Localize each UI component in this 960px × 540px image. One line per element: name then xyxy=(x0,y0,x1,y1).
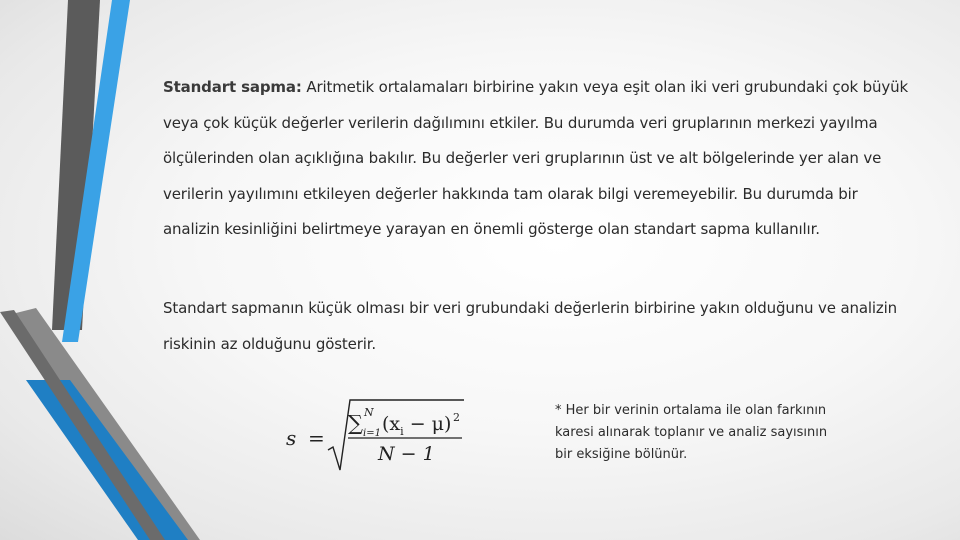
note-line-3: bir eksiğine bölünür. xyxy=(555,446,688,462)
numerator-open: (x xyxy=(382,413,401,435)
formula-lhs: s xyxy=(286,426,297,450)
conclusion-paragraph: Standart sapmanın küçük olması bir veri grubundaki değerlerin birbirine yakın olduğunu ve analizin riskinin az olduğunu gösterir. xyxy=(163,299,898,353)
numerator-rest: − μ) xyxy=(403,413,452,435)
sum-upper-limit: N xyxy=(364,406,374,419)
definition-paragraph xyxy=(163,70,908,248)
dark-gray-edge xyxy=(0,310,165,540)
formula-note xyxy=(555,400,875,465)
definition-text: Aritmetik ortalamaları birbirine yakın veya eşit olan iki veri grubundaki çok büyük veya çok küçük değerler verilerin dağılımını etkiler. Bu durumda veri gruplarının merkezi yayılma ölçülerinden olan açıklığına bakılır. Bu değerler veri gruplarının üst ve alt bölgelerinde yer alan ve verilerin yayılımını etkileyen değerler hakkında tam olarak bilgi veremeyebilir. Bu durumda bir analizin kesinliğini belirtmeye yarayan en önemli gösterge olan standart sapma kullanılır. xyxy=(163,78,908,239)
sum-symbol: ∑ xyxy=(348,411,363,435)
sum-lower-limit: i=1 xyxy=(363,428,381,439)
numerator-subscript: i xyxy=(400,425,404,438)
definition-term: Standart sapma: xyxy=(163,78,302,96)
note-line-2: karesi alınarak toplanır ve analiz sayısının xyxy=(555,424,828,440)
numerator-term xyxy=(382,413,451,438)
denominator: N − 1 xyxy=(378,443,435,465)
formula-equals: = xyxy=(308,426,325,450)
numerator-exponent: 2 xyxy=(453,411,460,424)
standard-deviation-formula xyxy=(282,392,472,474)
note-line-1: * Her bir verinin ortalama ile olan farkının xyxy=(555,403,827,418)
